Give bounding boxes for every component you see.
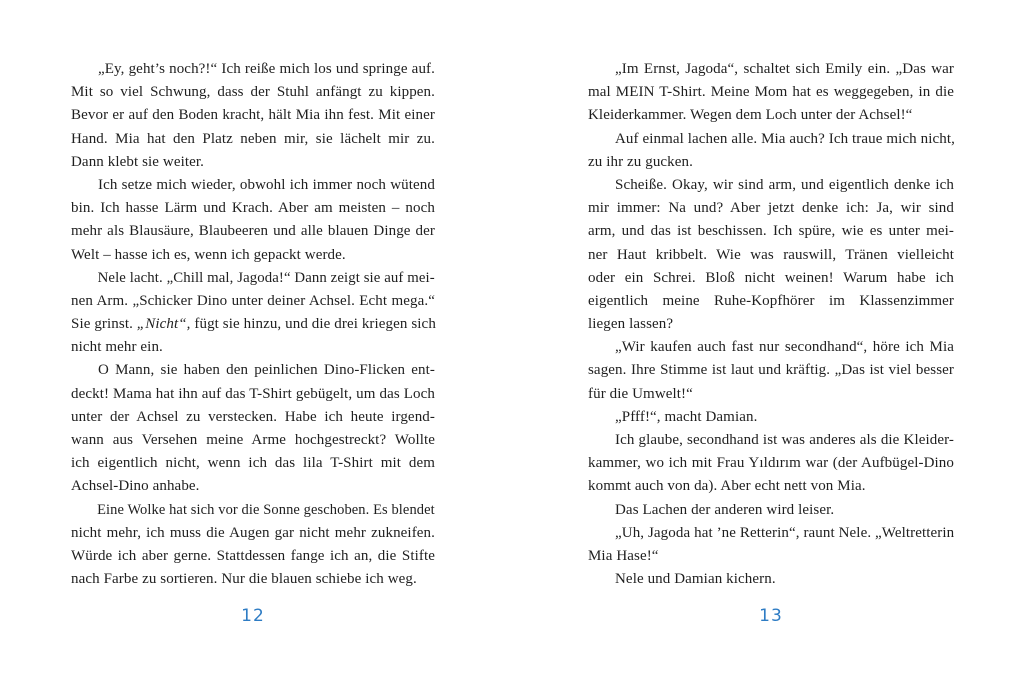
- text-line: oder ein Schrei. Bloß nicht weinen! Warum habe ich: [588, 269, 954, 286]
- text-line: mehr als Blausäure, Blaubeeren und alle blauen Dinge der: [71, 223, 435, 240]
- text-line: Das Lachen der anderen wird leiser.: [615, 501, 835, 518]
- text-line: arm, und das ist beschissen. Ich spüre, wie es unter mei-: [588, 223, 954, 240]
- italic-text: „Nicht“,: [136, 316, 191, 333]
- plain-text: Sie grinst.: [71, 316, 137, 333]
- text-line: kammer, wo ich mit Frau Yıldırım war (der Aufbügel-Dino: [588, 455, 954, 472]
- text-line: ich eigentlich nicht, wenn ich das lila T-Shirt mit dem: [71, 455, 435, 472]
- page-number-right: 13: [759, 606, 783, 626]
- text-line: O Mann, sie haben den peinlichen Dino-Flicken ent-: [98, 362, 435, 379]
- text-line: [71, 313, 435, 336]
- text-line: unter der Achsel zu verstecken. Habe ich heute irgend-: [71, 408, 435, 425]
- text-line: Mia Hase!“: [588, 547, 659, 564]
- text-line: ner Haut kribbelt. Wie was rauswill, Tränen vielleicht: [588, 246, 954, 263]
- text-line: Nele lacht. „Chill mal, Jagoda!“ Dann zeigt sie auf mei-: [97, 269, 435, 286]
- page-left-text: [71, 58, 435, 591]
- text-line: Würde ich aber gerne. Stattdessen fange ich an, die Stifte: [71, 547, 435, 564]
- text-line: bin. Ich hasse Lärm und Krach. Aber am meisten – noch: [71, 200, 435, 217]
- text-line: mir immer: Na und? Aber jetzt denke ich: Ja, wir sind: [588, 200, 954, 217]
- page-left: [71, 58, 436, 626]
- text-line: Mit so viel Schwung, dass der Stuhl anfängt zu kippen.: [71, 84, 435, 101]
- text-line: nicht mehr ein.: [71, 339, 163, 356]
- text-line: Bevor er auf den Boden kracht, hält Mia ihn fest. Mit einer: [71, 107, 435, 124]
- text-line: kommt auch von da). Aber echt nett von Mia.: [588, 478, 866, 495]
- text-line: zu ihr zu gucken.: [588, 153, 693, 170]
- text-line: „Uh, Jagoda hat ’ne Retterin“, raunt Nele. „Weltretterin: [615, 524, 955, 541]
- text-line: Nele und Damian kichern.: [615, 571, 776, 588]
- text-line: Dann klebt sie weiter.: [71, 153, 204, 170]
- text-line: liegen lassen?: [588, 316, 674, 333]
- text-line: „Pfff!“, macht Damian.: [615, 408, 758, 425]
- text-line: deckt! Mama hat ihn auf das T-Shirt gebügelt, um das Loch: [71, 385, 435, 402]
- text-line: sagen. Ihre Stimme ist laut und kräftig. „Das ist viel besser: [588, 362, 954, 379]
- text-line: Welt – hasse ich es, wenn ich gepackt werde.: [71, 246, 346, 263]
- page-number-left: 12: [241, 606, 265, 626]
- text-line: Auf einmal lachen alle. Mia auch? Ich traue mich nicht,: [615, 130, 955, 147]
- text-line: eigentlich meine Ruhe-Kopfhörer im Klassenzimmer: [588, 292, 954, 309]
- page-right-text: [588, 58, 954, 591]
- plain-text: fügt sie hinzu, und die drei kriegen sich: [190, 316, 436, 333]
- text-line: nen Arm. „Schicker Dino unter deiner Achsel. Echt mega.“: [71, 292, 435, 309]
- text-line: „Ey, geht’s noch?!“ Ich reiße mich los und springe auf.: [98, 61, 435, 77]
- page-right: [588, 58, 955, 626]
- text-line: Kleiderkammer. Wegen dem Loch unter der Achsel!“: [588, 107, 913, 124]
- text-line: „Wir kaufen auch fast nur secondhand“, höre ich Mia: [615, 339, 954, 356]
- text-line: „Im Ernst, Jagoda“, schaltet sich Emily ein. „Das war: [615, 61, 954, 77]
- text-line: nicht mehr, ich muss die Augen gar nicht mehr zukneifen.: [71, 524, 435, 541]
- text-line: mal MEIN T-Shirt. Meine Mom hat es weggegeben, in die: [588, 84, 954, 101]
- text-line: Achsel-Dino anhabe.: [71, 478, 200, 495]
- text-line: Ich glaube, secondhand ist was anderes als die Kleider-: [615, 432, 954, 448]
- text-line: wann aus Versehen meine Arme hochgestreckt? Wollte: [71, 432, 435, 448]
- text-line: Ich setze mich wieder, obwohl ich immer noch wütend: [98, 176, 435, 193]
- text-line: für die Umwelt!“: [588, 385, 693, 402]
- text-line: Hand. Mia hat den Platz neben mir, sie lächelt mir zu.: [71, 130, 435, 147]
- text-line: nach Farbe zu sortieren. Nur die blauen schiebe ich weg.: [71, 571, 417, 588]
- text-line: Scheiße. Okay, wir sind arm, und eigentlich denke ich: [615, 176, 954, 193]
- text-line: Eine Wolke hat sich vor die Sonne geschoben. Es blendet: [97, 501, 435, 518]
